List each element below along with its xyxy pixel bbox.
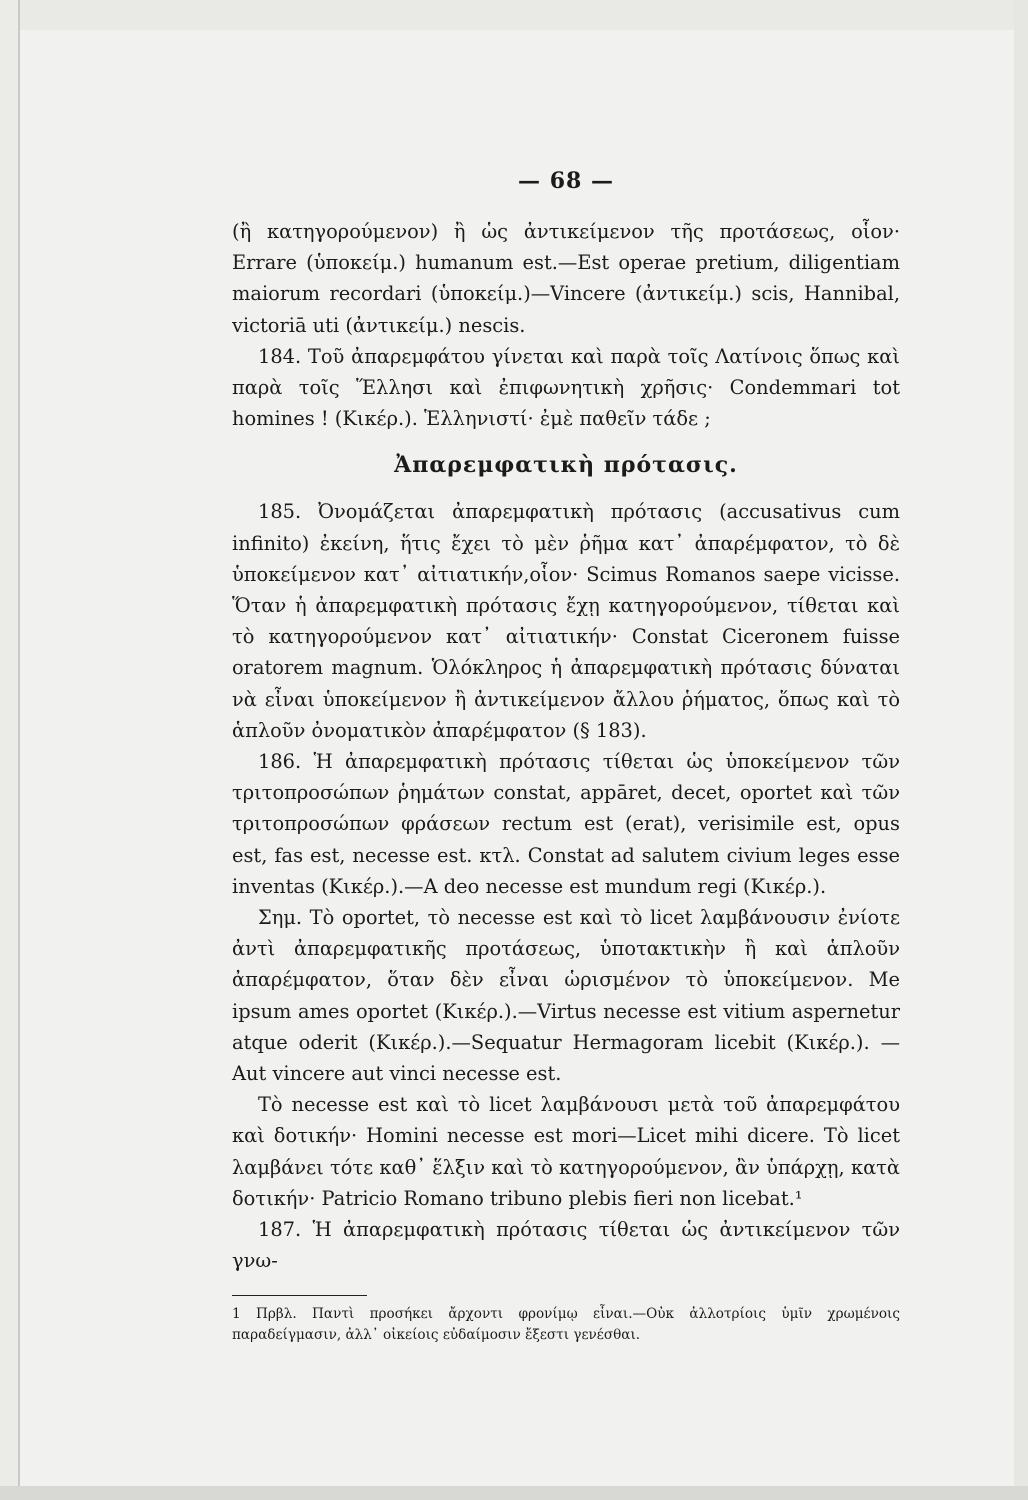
page-number: — 68 —: [518, 168, 614, 194]
scan-border-bottom: [0, 1486, 1028, 1500]
scan-border-right: [1014, 0, 1028, 1500]
paragraph-necesse: Τὸ necesse est καὶ τὸ licet λαμβάνουσι μετὰ τοῦ ἀπαρεμφάτου καὶ δοτικήν· Homini necesse est mori—Licet mihi dicere. Τὸ licet λαμβάνει τότε καθ᾽ ἕλξιν καὶ τὸ κατηγορούμενον, ἂν ὑπάρχῃ, κατὰ δοτικήν· Patricio Romano tribuno plebis fieri non licebat.¹: [232, 1093, 900, 1210]
page-content: [232, 168, 900, 1346]
paragraph-186: 186. Ἡ ἀπαρεμφατικὴ πρότασις τίθεται ὡς ὑποκείμενον τῶν τριτοπροσώπων ῥημάτων constat, appāret, decet, oportet καὶ τῶν τριτοπροσώπων φράσεων rectum est (erat), verisimile est, opus est, fas est, necesse est. κτλ. Constat ad salutem civium leges esse inventas (Κικέρ.).—A deo necesse est mundum regi (Κικέρ.).: [232, 750, 900, 898]
scan-border-left: [0, 0, 20, 1500]
scan-border-top: [0, 0, 1028, 30]
paragraph-continuation: (ἢ κατηγορούμενον) ἢ ὡς ἀντικείμενον τῆς προτάσεως, οἷον· Errare (ὑποκείμ.) humanum est.—Est operae pretium, diligentiam maiorum recordari (ὑποκείμ.)—Vincere (ἀντικείμ.) scis, Hannibal, victoriā uti (ἀντικείμ.) nescis.: [232, 220, 900, 337]
footnote-text: 1 Πρβλ. Παντὶ προσήκει ἄρχοντι φρονίμῳ εἶναι.—Οὐκ ἀλλοτρίοις ὑμῖν χρωμένοις παραδείγμασιν, ἀλλ᾽ οἰκείοις εὐδαίμοσιν ἔξεστι γενέσθαι.: [232, 1306, 900, 1343]
text-body: [232, 216, 900, 1277]
paragraph-185: 185. Ὀνομάζεται ἀπαρεμφατικὴ πρότασις (accusativus cum infinito) ἐκείνη, ἥτις ἔχει τὸ μὲν ῥῆμα κατ᾽ ἀπαρέμφατον, τὸ δὲ ὑποκείμενον κατ᾽ αἰτιατικήν,οἷον· Scimus Romanos saepe vicisse. Ὅταν ἡ ἀπαρεμφατικὴ πρότασις ἔχῃ κατηγορούμενον, τίθεται καὶ τὸ κατηγορούμενον κατ᾽ αἰτιατικήν· Constat Ciceronem fuisse oratorem magnum. Ὁλόκληρος ἡ ἀπαρεμφατικὴ πρότασις δύναται νὰ εἶναι ὑποκείμενον ἢ ἀντικείμενον ἄλλου ῥήματος, ὅπως καὶ τὸ ἁπλοῦν ὀνοματικὸν ἀπαρέμφατον (§ 183).: [232, 500, 900, 742]
paragraph-187: 187. Ἡ ἀπαρεμφατικὴ πρότασις τίθεται ὡς ἀντικείμενον τῶν γνω-: [232, 1218, 900, 1273]
paragraph-184: 184. Τοῦ ἀπαρεμφάτου γίνεται καὶ παρὰ τοῖς Λατίνοις ὅπως καὶ παρὰ τοῖς Ἕλλησι καὶ ἐπιφωνητικὴ χρῆσις· Condemmari tot homines ! (Κικέρ.). Ἑλληνιστί· ἐμὲ παθεῖν τάδε ;: [232, 344, 900, 431]
paragraph-note: Σημ. Τὸ oportet, τὸ necesse est καὶ τὸ licet λαμβάνουσιν ἐνίοτε ἀντὶ ἀπαρεμφατικῆς προτάσεως, ὑποτακτικὴν ἢ καὶ ἁπλοῦν ἀπαρέμφατον, ὅταν δὲν εἶναι ὡρισμένον τὸ ὑποκείμενον. Me ipsum ames oportet (Κικέρ.).—Virtus necesse est vitium aspernetur atque oderit (Κικέρ.).—Sequatur Hermagoram licebit (Κικέρ.). — Aut vincere aut vinci necesse est.: [232, 906, 900, 1086]
footnote: [232, 1304, 900, 1346]
footnote-divider: [232, 1295, 367, 1297]
section-heading: Ἀπαρεμφατικὴ πρότασις.: [394, 452, 738, 479]
